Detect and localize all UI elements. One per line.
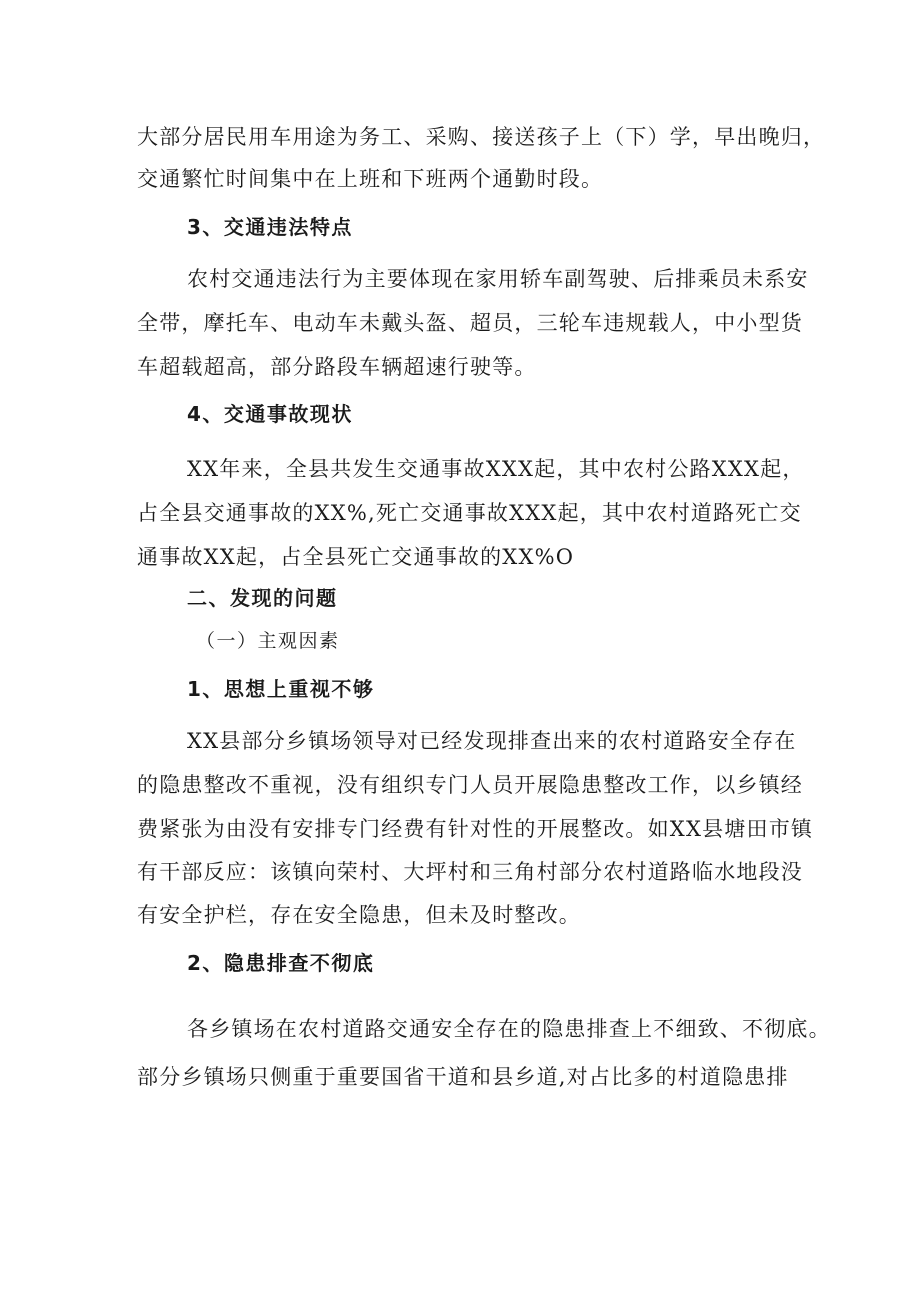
paragraph-line: 农村交通违法行为主要体现在家用轿车副驾驶、后排乘员未系安 [187, 267, 809, 291]
paragraph-line: 占全县交通事故的XX%,死亡交通事故XXX起，其中农村道路死亡交 [137, 501, 802, 525]
paragraph-line: 全带，摩托车、电动车未戴头盔、超员，三轮车违规载人，中小型货 [137, 311, 803, 335]
paragraph-line: 有安全护栏，存在安全隐患，但未及时整改。 [137, 903, 581, 927]
section-heading: 2、隐患排查不彻底 [187, 951, 375, 975]
paragraph-line: 各乡镇场在农村道路交通安全存在的隐患排查上不细致、不彻底。 [187, 1017, 831, 1041]
paragraph-line: 通事故XX起，占全县死亡交通事故的XX%O [137, 545, 575, 569]
paragraph-line: 有干部反应：该镇向荣村、大坪村和三角村部分农村道路临水地段没 [137, 860, 803, 884]
paragraph-line: 大部分居民用车用途为务工、采购、接送孩子上（下）学，早出晚归， [137, 125, 826, 149]
section-heading: 3、交通违法特点 [187, 215, 353, 239]
subsection-heading: （一）主观因素 [196, 630, 340, 652]
section-heading: 1、思想上重视不够 [187, 677, 375, 701]
chapter-heading: 二、发现的问题 [187, 586, 338, 610]
paragraph-line: 的隐患整改不重视，没有组织专门人员开展隐患整改工作，以乡镇经 [137, 773, 803, 797]
section-heading: 4、交通事故现状 [187, 402, 353, 426]
paragraph-line: 费紧张为由没有安排专门经费有针对性的开展整改。如XX县塘田市镇 [137, 817, 814, 841]
paragraph-line: 车超载超高，部分路段车辆超速行驶等。 [137, 355, 537, 379]
paragraph-line: XX年来，全县共发生交通事故XXX起，其中农村公路XXX起， [187, 457, 805, 481]
paragraph-line: XX县部分乡镇场领导对已经发现排查出来的农村道路安全存在 [187, 729, 797, 753]
paragraph-line: 部分乡镇场只侧重于重要国省干道和县乡道,对占比多的村道隐患排 [137, 1065, 789, 1089]
paragraph-line: 交通繁忙时间集中在上班和下班两个通勤时段。 [137, 167, 604, 191]
